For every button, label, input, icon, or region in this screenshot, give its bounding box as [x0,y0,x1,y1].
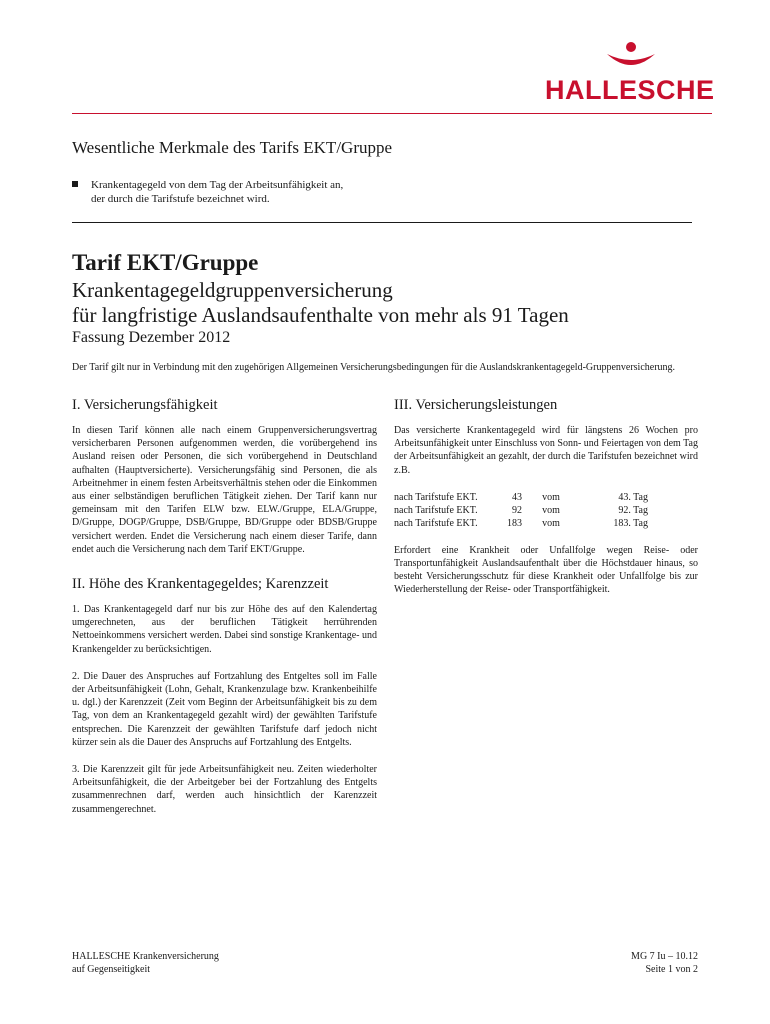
section-2-paragraph-3: 3. Die Karenzzeit gilt für jede Arbeitsunfähigkeit neu. Zeiten wiederholter Arbeitsunfähigkeit, die der Arbeitgeber bei der Fortzahlung des Entgelts zusammenrechnen darf, werden auch hinsichtlich der Karenzzeit zusammengerechnet. [72,764,377,815]
table-row [394,517,648,530]
stufe-vom: vom [542,517,560,529]
tarif-subtitle [72,278,732,328]
tarif-title: Tarif EKT/Gruppe [72,250,259,275]
section-3-paragraph-1: Das versicherte Krankentagegeld wird für längstens 26 Wochen pro Arbeitsunfähigkeit unter Einschluss von Sonn- und Feiertagen von dem Tag der Arbeitsunfähigkeit an gezahlt, der durch die Tarifstufen bezeichnet wird z.B. [394,425,698,476]
table-row [394,504,648,517]
section-3-paragraph-2: Erfordert eine Krankheit oder Unfallfolge wegen Reise- oder Transportunfähigkeit Auslandsaufenthalt über die Höchstdauer hinaus, so besteht Versicherungsschutz für diese Krankheit oder Unfallfolge bis zur Wiederherstellung der Reise- oder Transportfähigkeit. [394,544,698,596]
tarif-subtitle-line-1: Krankentagegeldgruppenversicherung [72,278,393,302]
section-1-heading: I. Versicherungsfähigkeit [72,397,218,413]
feature-line-1: Krankentagegeld von dem Tag der Arbeitsunfähigkeit an, [91,179,344,191]
stufe-tag: 43. Tag [618,491,648,503]
stufe-vom: vom [542,504,560,516]
person-arc-logo-icon [603,40,659,74]
section-2-heading: II. Höhe des Krankentagegeldes; Karenzzeit [72,576,329,593]
stufe-label: nach Tarifstufe EKT. [394,491,478,503]
intro-paragraph: Der Tarif gilt nur in Verbindung mit den zugehörigen Allgemeinen Versicherungsbedingungen für die Auslandskrankentagegeld-Gruppenversicherung. [72,362,676,373]
tarif-subtitle-line-2: für langfristige Auslandsaufenthalte von mehr als 91 Tagen [72,303,569,327]
section-2-paragraph-1: 1. Das Krankentagegeld darf nur bis zur Höhe des auf den Kalendertag umgerechneten, aus der beruflichen Tätigkeit herrührenden Nettoeinkommens versichert werden. Dabei sind sonstige Krankentage- und Krankengelder zu berücksichtigen. [72,604,377,655]
divider-rule [72,222,692,223]
logo-text: HALLESCHE [545,75,715,105]
stufe-tag: 183. Tag [613,517,648,529]
square-bullet-icon [72,181,78,187]
stufe-number: 183 [507,517,522,529]
tarifstufen-table [394,491,648,530]
stufe-tag: 92. Tag [618,504,648,516]
left-column [72,397,377,830]
stufe-number: 92 [512,504,522,516]
section-1-text: In diesen Tarif können alle nach einem Gruppenversicherungsvertrag versicherbaren Personen aufgenommen werden, die vorübergehend ins Ausland reisen oder Personen, die sich vorübergehend in Deutschland aufhalten (Hauptversicherte). Versicherungsfähig sind Personen, die als Arbeitnehmer in einem festen Arbeitsverhältnis stehen oder die Einkommen aus einer selbständigen beruflichen Tätigkeit ziehen. Der Tarif kann nur gemeinsam mit den Tarifen ELW bzw. ELW./Gruppe, ELA/Gruppe, D/Gruppe, DOGP/Gruppe, DSB/Gruppe, BD/Gruppe oder BDSB/Gruppe versichert werden. Endet die Versicherung nach einem dieser Tarife, dann endet auch die Versicherung nach dem Tarif EKT/Gruppe. [72,425,377,555]
footer-doc-code: MG 7 Iu – 10.12 [631,951,698,962]
features-title: Wesentliche Merkmale des Tarifs EKT/Gruppe [72,138,393,157]
section-2-paragraph-2: 2. Die Dauer des Anspruches auf Fortzahlung des Entgeltes soll im Falle der Arbeitsunfähigkeit (Lohn, Gehalt, Krankenzulage bzw. Krankenbeihilfe u. dgl.) der Karenzzeit (Zeit vom Beginn der Arbeitsunfähigkeit bis zu dem Tag, von dem an Krankentagegeld gezahlt wird) der gewählten Tarifstufe entsprechen. Die Karenzzeit der gewählten Tarifstufe darf jedoch nicht kürzer sein als die Dauer des Anspruchs auf Fortzahlung des Entgelts. [72,670,377,748]
footer-company-line-1: HALLESCHE Krankenversicherung [72,951,219,962]
footer-company-line-2: auf Gegenseitigkeit [72,964,151,975]
stufe-vom: vom [542,491,560,503]
right-column [394,397,698,611]
section-3-heading: III. Versicherungsleistungen [394,397,558,413]
stufe-number: 43 [512,491,522,503]
footer-page-number: Seite 1 von 2 [645,964,698,975]
top-rule [72,113,712,114]
tarif-version: Fassung Dezember 2012 [72,329,231,346]
hallesche-logo [545,40,715,110]
footer-page-info [631,950,698,976]
footer-company [72,950,219,976]
table-row [394,491,648,504]
feature-item [72,178,492,206]
feature-line-2: der durch die Tarifstufe bezeichnet wird. [91,193,270,205]
stufe-label: nach Tarifstufe EKT. [394,517,478,529]
stufe-label: nach Tarifstufe EKT. [394,504,478,516]
